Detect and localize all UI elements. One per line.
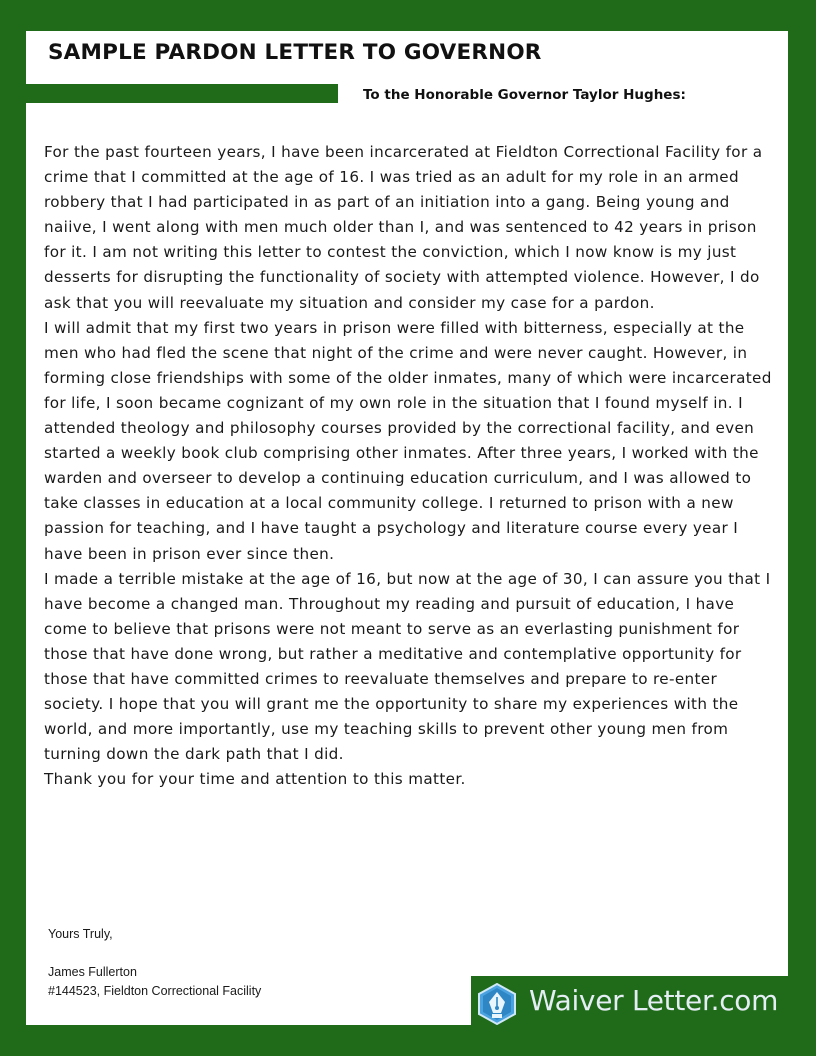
closing: Yours Truly, xyxy=(48,927,113,941)
signature-block xyxy=(48,963,261,1001)
pen-nib-hexagon-icon xyxy=(477,983,517,1025)
signer-name: James Fullerton xyxy=(48,965,137,979)
letter-body xyxy=(44,140,779,792)
paragraph-3: I made a terrible mistake at the age of 16, but now at the age of 30, I can assure you that I have become a changed man. Throughout my reading and pursuit of education, I have come to believe that prisons were not meant to serve as an everlasting punishment for those that have done wrong, but rather a meditative and contemplative opportunity for those that have committed crimes to reevaluate themselves and prepare to re-enter society. I hope that you will grant me the opportunity to share my experiences with the world, and more importantly, use my teaching skills to prevent other young men from turning down the dark path that I did. xyxy=(44,569,771,764)
paragraph-4: Thank you for your time and attention to this matter. xyxy=(44,770,466,789)
page-title: SAMPLE PARDON LETTER TO GOVERNOR xyxy=(48,40,542,65)
brand-logo xyxy=(471,976,788,1032)
brand-logo-text: Waiver Letter.com xyxy=(529,984,779,1017)
salutation: To the Honorable Governor Taylor Hughes: xyxy=(363,87,686,103)
signer-id: #144523, Fieldton Correctional Facility xyxy=(48,984,262,998)
letter-page xyxy=(26,31,788,1025)
paragraph-2: I will admit that my first two years in prison were filled with bitterness, especially at the men who had fled the scene that night of the crime and were never caught. However, in forming close friendships with some of the older inmates, many of which were incarcerated for life, I soon became cognizant of my own role in the situation that I found myself in. I attended theology and philosophy courses provided by the correctional facility, and even started a weekly book club comprising other inmates. After three years, I worked with the warden and overseer to develop a continuing education curriculum, and I was allowed to take classes in education at a local community college. I returned to prison with a new passion for teaching, and I have taught a psychology and literature course every year I have been in prison ever since then. xyxy=(44,318,772,563)
paragraph-1: For the past fourteen years, I have been incarcerated at Fieldton Correctional Facility for a crime that I committed at the age of 16. I was tried as an adult for my role in an armed robbery that I had participated in as part of an initiation into a gang. Being young and naiive, I went along with men much older than I, and was sentenced to 42 years in prison for it. I am not writing this letter to contest the conviction, which I now know is my just desserts for disrupting the functionality of society with attempted violence. However, I do ask that you will reevaluate my situation and consider my case for a pardon. xyxy=(44,143,763,312)
title-accent-bar xyxy=(26,84,338,103)
